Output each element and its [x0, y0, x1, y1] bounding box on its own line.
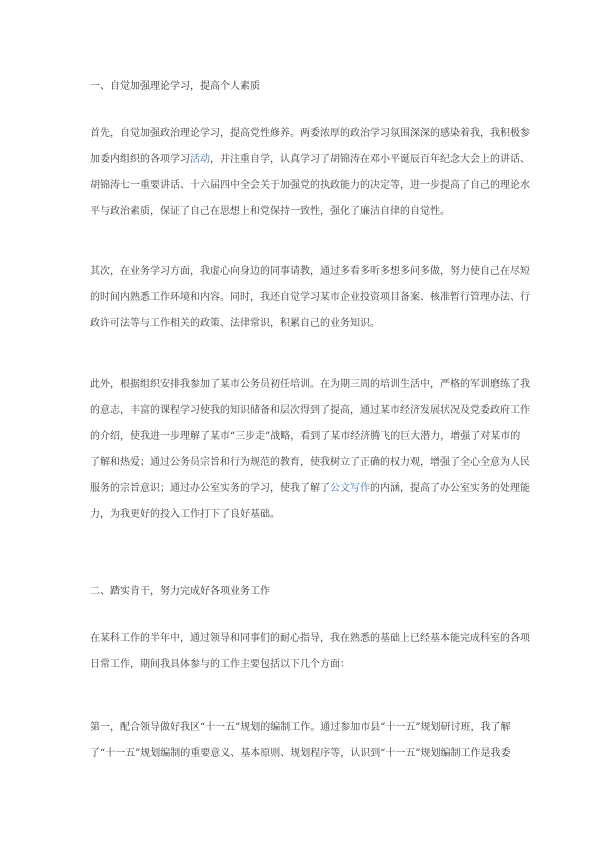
paragraph-political-study — [90, 121, 530, 225]
text-line — [90, 476, 530, 502]
text-line: 首先，自觉加强政治理论学习，提高党性修养。两委浓厚的政治学习氛围深深的感染着我，我积极参 — [90, 128, 530, 139]
section-heading-2: 二、踏实肯干，努力完成好各项业务工作 — [90, 586, 270, 597]
text-line: 的介绍，使我进一步理解了某市“三步走”战略，看到了某市经济腾飞的巨大潜力，增强了对某市的 — [90, 431, 521, 442]
text-line: 力，为我更好的投入工作打下了良好基础。 — [90, 509, 280, 520]
text-line — [90, 147, 530, 173]
paragraph-work-overview — [90, 626, 530, 678]
text-line: 其次，在业务学习方面，我虚心向身边的同事请教，通过多看多听多想多问多做，努力使自己在尽短 — [90, 266, 530, 277]
activity-link[interactable]: 活动 — [190, 154, 210, 165]
text-segment: 服务的宗旨意识；通过办公室实务的学习，使我了解了 — [90, 483, 330, 494]
text-line: 日常工作，期间我具体参与的工作主要包括以下几个方面： — [90, 659, 350, 670]
text-segment: ，并注重自学，认真学习了胡锦涛在邓小平诞辰百年纪念大会上的讲话、 — [210, 154, 530, 165]
text-line: 的时间内熟悉工作环境和内容。同时，我还自觉学习某市企业投资项目备案、核准暂行管理办法、行 — [90, 292, 530, 303]
text-segment: 的内涵，提高了办公室实务的处理能 — [370, 483, 530, 494]
text-line: 了解和热爱；通过公务员宗旨和行为规范的教育，使我树立了正确的权力观，增强了全心全意为人民 — [90, 457, 530, 468]
text-line: 平与政治素质，保证了自己在思想上和党保持一致性，强化了廉洁自律的自觉性。 — [90, 206, 450, 217]
section-heading-1: 一、自觉加强理论学习，提高个人素质 — [90, 81, 260, 92]
text-line: 此外，根据组织安排我参加了某市公务员初任培训。在为期三周的培训生活中，严格的军训磨练了我 — [90, 379, 530, 390]
text-line: 了“十一五”规划编制的重要意义、基本原则、规划程序等，认识到“十一五”规划编制工作是我委 — [90, 748, 511, 759]
text-line: 的意志，丰富的课程学习使我的知识储备和层次得到了提高，通过某市经济发展状况及党委政府工作 — [90, 405, 530, 416]
paragraph-training — [90, 372, 530, 528]
text-line: 政许可法等与工作相关的政策、法律常识，积累自己的业务知识。 — [90, 318, 380, 329]
text-segment: 加委内组织的各项学习 — [90, 154, 190, 165]
text-line: 胡锦涛七一重要讲话、十六届四中全会关于加强党的执政能力的决定等，进一步提高了自己的理论水 — [90, 180, 530, 191]
text-line: 在某科工作的半年中，通过领导和同事们的耐心指导，我在熟悉的基础上已经基本能完成科室的各项 — [90, 633, 530, 644]
paragraph-planning — [90, 715, 520, 767]
paragraph-business-study — [90, 259, 530, 337]
text-line: 第一，配合领导做好我区“十一五”规划的编制工作。通过参加市县“十一五”规划研讨班，我了解 — [90, 722, 511, 733]
document-writing-link[interactable]: 公文写作 — [330, 483, 370, 494]
